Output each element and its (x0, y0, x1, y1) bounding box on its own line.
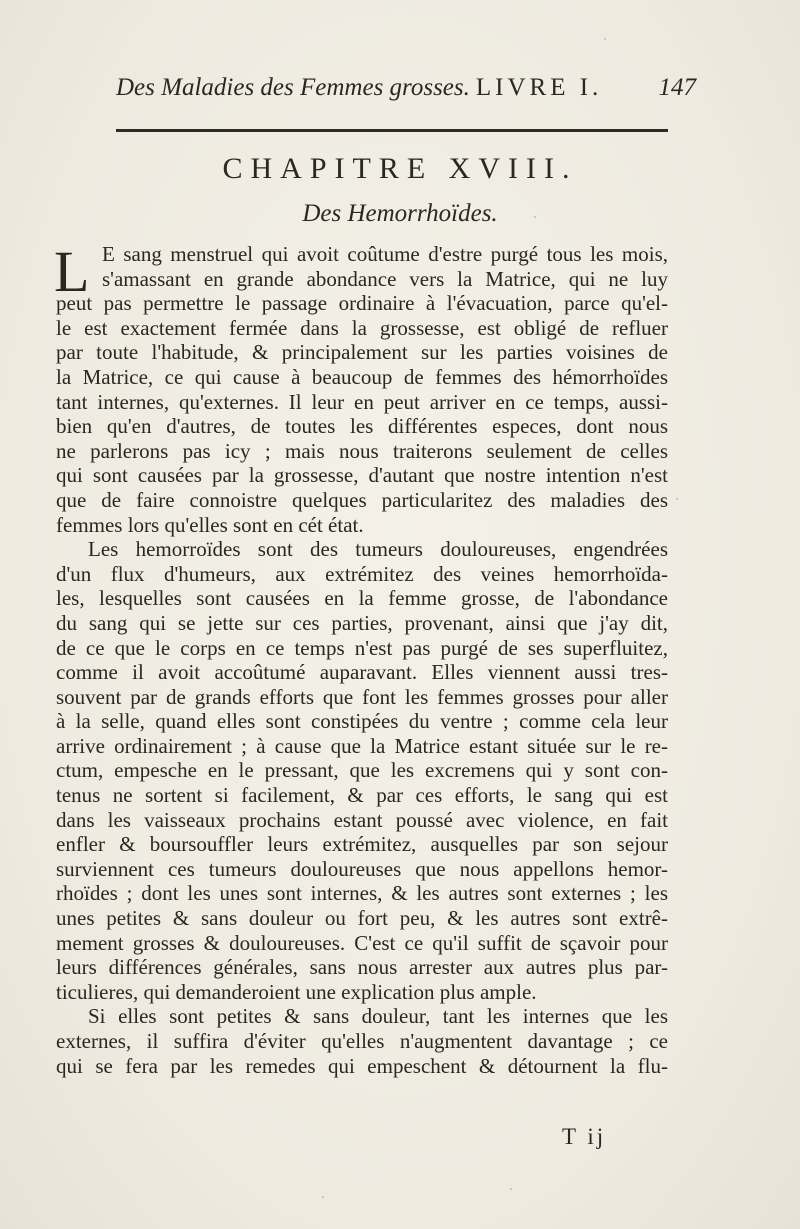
text-line: qui sont causées par la grossesse, d'autant que nostre intention n'est (56, 463, 668, 488)
text-line: Les hemorroïdes sont des tumeurs douloureuses, engendrées (88, 537, 668, 562)
paper-speck (604, 38, 606, 40)
text-line: Si elles sont petites & sans douleur, tant les internes que les (88, 1004, 668, 1029)
book-number: LIVRE I. (475, 74, 603, 101)
paper-speck (676, 498, 678, 500)
text-line: les, lesquelles sont causées en la femme grosse, de l'abondance (56, 586, 668, 611)
text-line: le est exactement fermée dans la grossesse, est obligé de refluer (56, 315, 668, 340)
paper-speck (322, 1196, 324, 1198)
text-line: unes petites & sans douleur ou fort peu, & les autres sont extrê- (56, 906, 668, 931)
body-text (54, 239, 668, 1078)
chapter-subtitle: Des Hemorrhoïdes. (302, 200, 498, 227)
text-line: tant internes, qu'externes. Il leur en peut arriver en ce temps, aussi- (56, 389, 668, 414)
text-line: bien qu'en d'autres, de toutes les différentes especes, dont nous (56, 414, 668, 439)
page-header (116, 74, 696, 108)
text-line: s'amassant en grande abondance vers la Matrice, qui ne luy (102, 266, 668, 291)
text-line: dans les vaisseaux prochains estant poussé avec violence, en fait (56, 807, 668, 832)
text-line: externes, il suffira d'éviter qu'elles n'augmentent davantage ; ce (56, 1029, 668, 1053)
text-line: leurs différences générales, sans nous arrester aux autres plus par- (56, 955, 668, 980)
text-line: d'un flux d'humeurs, aux extrémitez des veines hemorrhoïda- (56, 561, 668, 586)
text-line: que de faire connoistre quelques particularitez des maladies des (56, 487, 668, 512)
text-line: la Matrice, ce qui cause à beaucoup de femmes des hémorrhoïdes (56, 364, 668, 389)
text-line: du sang qui se jette sur ces parties, provenant, ainsi que j'ay dit, (56, 610, 668, 635)
text-line: arrive ordinairement ; à cause que la Matrice estant située sur le re- (56, 733, 668, 758)
text-line: enfler & boursouffler leurs extrémitez, ausquelles par son sejour (56, 832, 668, 857)
text-line: comme il avoit accoûtumé auparavant. Elles viennent aussi tres- (56, 660, 668, 685)
text-line: rhoïdes ; dont les unes sont internes, & les autres sont externes ; les (56, 881, 668, 906)
text-line: ctum, empesche en le pressant, que les excremens qui y sont con- (56, 758, 668, 783)
text-line: ticulieres, qui demanderoient une explication plus ample. (56, 979, 537, 1004)
text-line: tenus ne sortent si facilement, & par ces efforts, le sang qui est (56, 783, 668, 808)
drop-capital: L (54, 239, 90, 304)
paper-speck (510, 1188, 512, 1190)
running-head (116, 74, 602, 102)
text-line: qui se fera par les remedes qui empeschent & détournent la flu- (56, 1053, 668, 1078)
text-line: souvent par de grands efforts que font les femmes grosses pour aller (56, 684, 668, 709)
text-line: surviennent ces tumeurs douloureuses que nous appellons hemor- (56, 856, 668, 881)
text-line: à la selle, quand elles sont constipées du ventre ; comme cela leur (56, 709, 668, 734)
text-line: de ce que le corps en ce temps n'est pas purgé de ses superfluitez, (56, 635, 668, 660)
running-head-title: Des Maladies des Femmes grosses. (116, 74, 470, 101)
header-rule (116, 129, 668, 132)
text-line: femmes lors qu'elles sont en cét état. (56, 512, 364, 537)
text-line: par toute l'habitude, & principalement sur les parties voisines de (56, 340, 668, 365)
paper-speck (534, 216, 536, 218)
text-line: mement grosses & douloureuses. C'est ce qu'il suffit de sçavoir pour (56, 930, 668, 955)
text-line: E sang menstruel qui avoit coûtume d'estre purgé tous les mois, (102, 242, 668, 266)
text-line: ne parlerons pas icy ; mais nous traiterons seulement de celles (56, 438, 668, 463)
chapter-title: CHAPITRE XVIII. (222, 152, 578, 185)
text-line: peut pas permettre le passage ordinaire à l'évacuation, parce qu'el- (56, 291, 668, 316)
page-number: 147 (658, 74, 696, 101)
signature-mark: T ij (562, 1124, 607, 1149)
